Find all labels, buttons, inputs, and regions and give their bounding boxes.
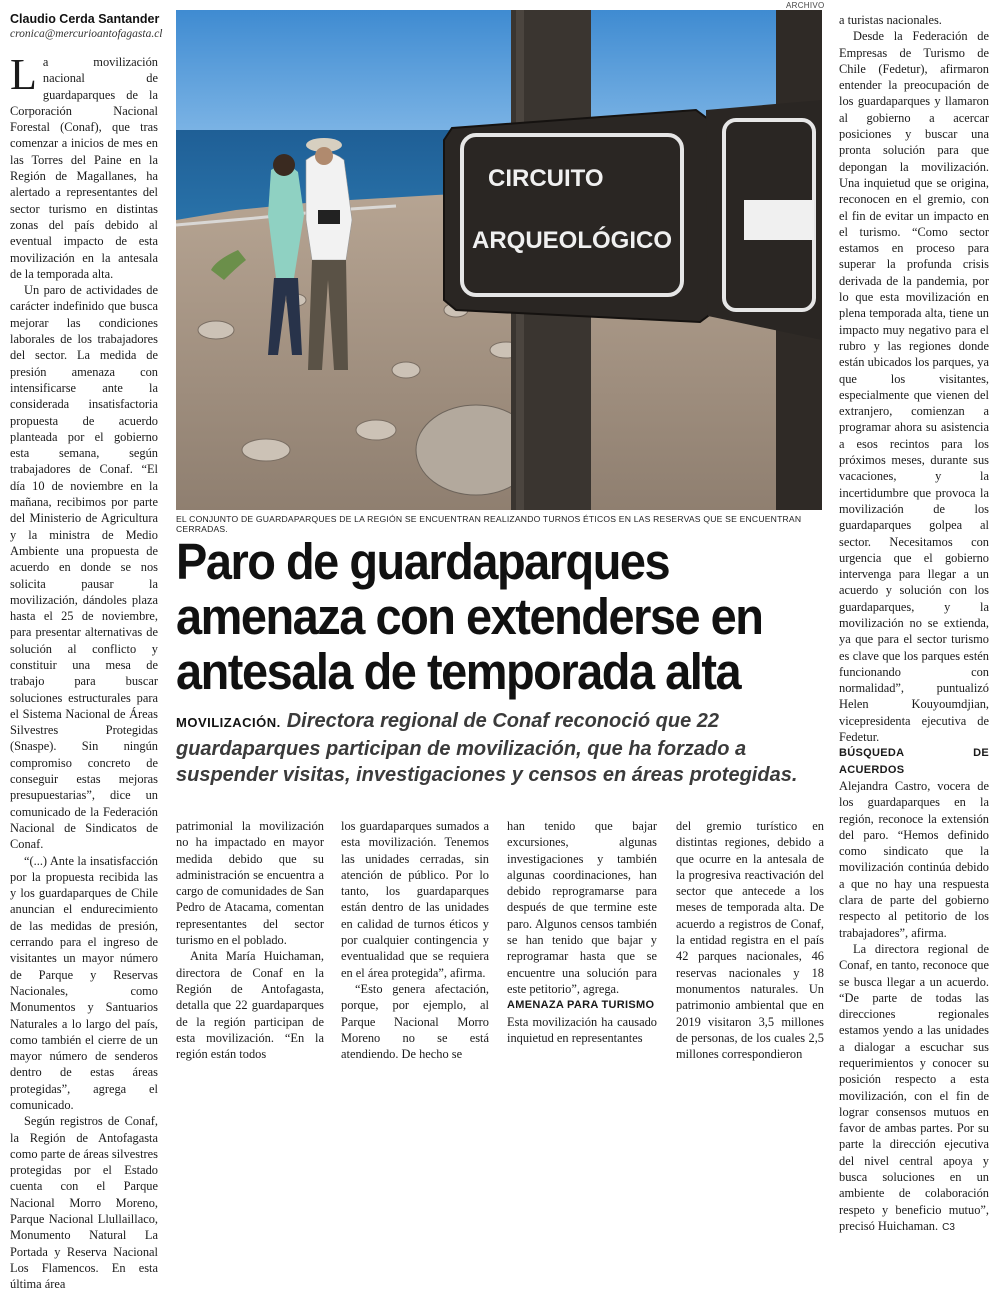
- column-4: [507, 818, 657, 1045]
- byline-name: Claudio Cerda Santander: [10, 12, 160, 26]
- paragraph: han tenido que bajar excursiones, algunas investigaciones y también algunas coordinaciones, han debido reprogramarse para después de que termine este paro. Algunos censos también se han tenido que bajar y reprogramar hasta que se encuentre una solución para este petitorio”, agrega.: [507, 819, 657, 996]
- paragraph: patrimonial la movilización no ha impactado en mayor medida debido que su administración se encuentra a cargo de comunidades de San Pedro de Atacama, comentan representantes del sector turismo en el poblado.: [176, 819, 324, 948]
- paragraph: Un paro de actividades de carácter indefinido que busca mejorar las condiciones laborales de los trabajadores del sector. La medida de presión amenaza con intensificarse ante la considerada insatisfactoria propuesta de acuerdo planteada por el gobierno esta semana, según trabajadores de Conaf. “El día 10 de noviembre en la mañana, recibimos por parte del Ministerio de Agricultura y la ministra de Medio Ambiente una propuesta de acuerdo en donde se nos solicita pausar la movilización, dándoles plaza hasta el 25 de noviembre, para presentar alternativas de solución al conflicto y constituir una mesa de trabajo para buscar soluciones estructurales para el Sistema Nacional de Áreas Silvestres Protegidas (Snaspe). Sin ningún compromiso concreto de conseguir estas mejoras presupuestarias”, dice un comunicado de la Federación Nacional de Sindicatos de Conaf.: [10, 283, 158, 852]
- paragraph: Anita María Huichaman, directora de Conaf en la Región de Antofagasta, detalla que 22 guardaparques de la región participan de esta movilización. “En la región están todos: [176, 949, 324, 1062]
- headline: Paro de guardaparques amenaza con extenderse en antesala de temporada alta: [176, 533, 763, 700]
- column-5: [676, 818, 824, 1062]
- lead-text: Directora regional de Conaf reconoció que 22 guardaparques participan de movilización, que ha forzado a suspender visitas, investigaciones y censos en áreas protegidas.: [176, 710, 798, 786]
- sign-line-1: CIRCUITO: [488, 165, 604, 192]
- paragraph: Según registros de Conaf, la Región de Antofagasta como parte de áreas silvestres protegidas por el Estado cuenta con el Parque Nacional Morro Moreno, Parque Nacional Llullaillaco, Monumento Natural La Portada y Reserva Nacional Los Flamencos. En esta última área: [10, 1114, 158, 1292]
- photo-credit: ARCHIVO: [786, 1, 825, 10]
- article-photo: [176, 10, 822, 510]
- paragraph: “Esto genera afectación, porque, por ejemplo, al Parque Nacional Morro Moreno no se está atendiendo. De hecho se: [341, 981, 489, 1062]
- subhead: AMENAZA PARA TURISMO: [507, 999, 655, 1012]
- subhead: BÚSQUEDA DE ACUERDOS: [839, 747, 989, 776]
- paragraph: Desde la Federación de Empresas de Turismo de Chile (Fedetur), afirmaron entender la preocupación de los guardaparques y llamaron al gobierno a acercar posiciones y buscar una pronta solución para que depongan la movilización. Una inquietud que se origina, reconocen en el gremio, con el fin de evitar un impacto en el turismo. “Como sector estamos en proceso para superar la profunda crisis derivada de la pandemia, por lo que esta movilización en plena temporada alta, tiene un impacto muy negativo para el rubro y las regiones donde están ubicados los parques, ya que los visitantes, especialmente que vienen del extranjero, comienzan a programar ahora su asistencia a esos recintos para los próximos meses, durante sus vacaciones, y la incertidumbre que provoca la movilización de los guardaparques golpea al sector. Necesitamos con urgencia que el gobierno intervenga para llegar a un acuerdo y solución con los guardaparques, y la movilización no se extienda, ya que para el sector turismo es clave que los parques estén funcionando con normalidad”, puntualizó Helen Kouyoumdjian, vicepresidenta ejecutiva de Fedetur.: [839, 29, 989, 745]
- paragraph: los guardaparques sumados a esta movilización. Tenemos las unidades cerradas, sin atención de público. Por lo tanto, los guardaparques están dentro de las unidades en calidad de turnos éticos y por cualquier contingencia y eventualidad que se requiera en el área protegida”, afirma.: [341, 819, 489, 980]
- photo-caption: EL CONJUNTO DE GUARDAPARQUES DE LA REGIÓN SE ENCUENTRAN REALIZANDO TURNOS ÉTICOS EN LAS RESERVAS QUE SE ENCUENTRAN CERRADAS.: [176, 514, 802, 534]
- paragraph: a turistas nacionales.: [839, 13, 942, 27]
- drop-cap: L: [10, 50, 37, 99]
- paragraph: Alejandra Castro, vocera de los guardaparques en la región, reconoce la extensión del paro. “Hemos definido como sindicato que la movilización continúa debido a que no hay una respuesta clara de parte del gobierno respecto al petitorio de los trabajadores”, afirma.: [839, 778, 989, 940]
- end-mark: C3: [942, 1221, 955, 1233]
- sign-line-2: ARQUEOLÓGICO: [472, 227, 673, 254]
- column-6: [839, 12, 989, 1233]
- lead: [176, 708, 826, 788]
- paragraph: del gremio turístico en distintas regiones, debido a que ocurre en la antesala de la progresiva reactivación del sector que antecede a los meses de temporada alta. De acuerdo a registros de Conaf, la entidad registra en el país 42 parques nacionales, 46 reservas nacionales y 18 monumentos naturales. Un patrimonio ambiental que en 2019 visitaron 3,5 millones de personas, de los cuales 2,5 millones correspondieron: [676, 819, 824, 1062]
- paragraph: La movilización nacional de guardaparques de la Corporación Nacional Forestal (Conaf), que tras comenzar a inicios de mes en las Torres del Paine en la Región de Magallanes, ha alertado a representantes del sector turismo en distintas zonas del país debido al eventual impacto de esta movilización en la antesala de la temporada alta.: [10, 50, 158, 281]
- column-3: [341, 818, 489, 1062]
- byline-email: cronica@mercurioantofagasta.cl: [10, 28, 163, 40]
- column-1: [10, 50, 158, 1292]
- paragraph: Esta movilización ha causado inquietud en representantes: [507, 1014, 657, 1045]
- paragraph: La directora regional de Conaf, en tanto, reconoce que se busca llegar a un acuerdo. “De parte de todas las direcciones regionales estamos yendo a las unidades a dialogar a escuchar sus requerimientos y conocer su posición respecto a esta movilización, con el fin de lograr consensos mutuos en favor de ambas partes. Por su parte la dirección ejecutiva del nivel central apoya y busca soluciones en un ambiente de colaboración respeto y beneficio mutuo”, precisó Huichaman. C3: [839, 941, 989, 1233]
- paragraph: “(...) Ante la insatisfacción por la propuesta recibida las y los guardaparques de Chile anuncian el endurecimiento de las medidas de presión, cerrando para el ingreso de visitantes un mayor número de Parque y Reservas Nacionales, como Monumentos y Santuarios Naturales a lo largo del país, como también el cierre de un mayor número de senderos dentro de estas áreas protegidas”, agrega el comunicado.: [10, 853, 158, 1112]
- kicker: MOVILIZACIÓN.: [176, 715, 281, 730]
- column-2: [176, 818, 324, 1062]
